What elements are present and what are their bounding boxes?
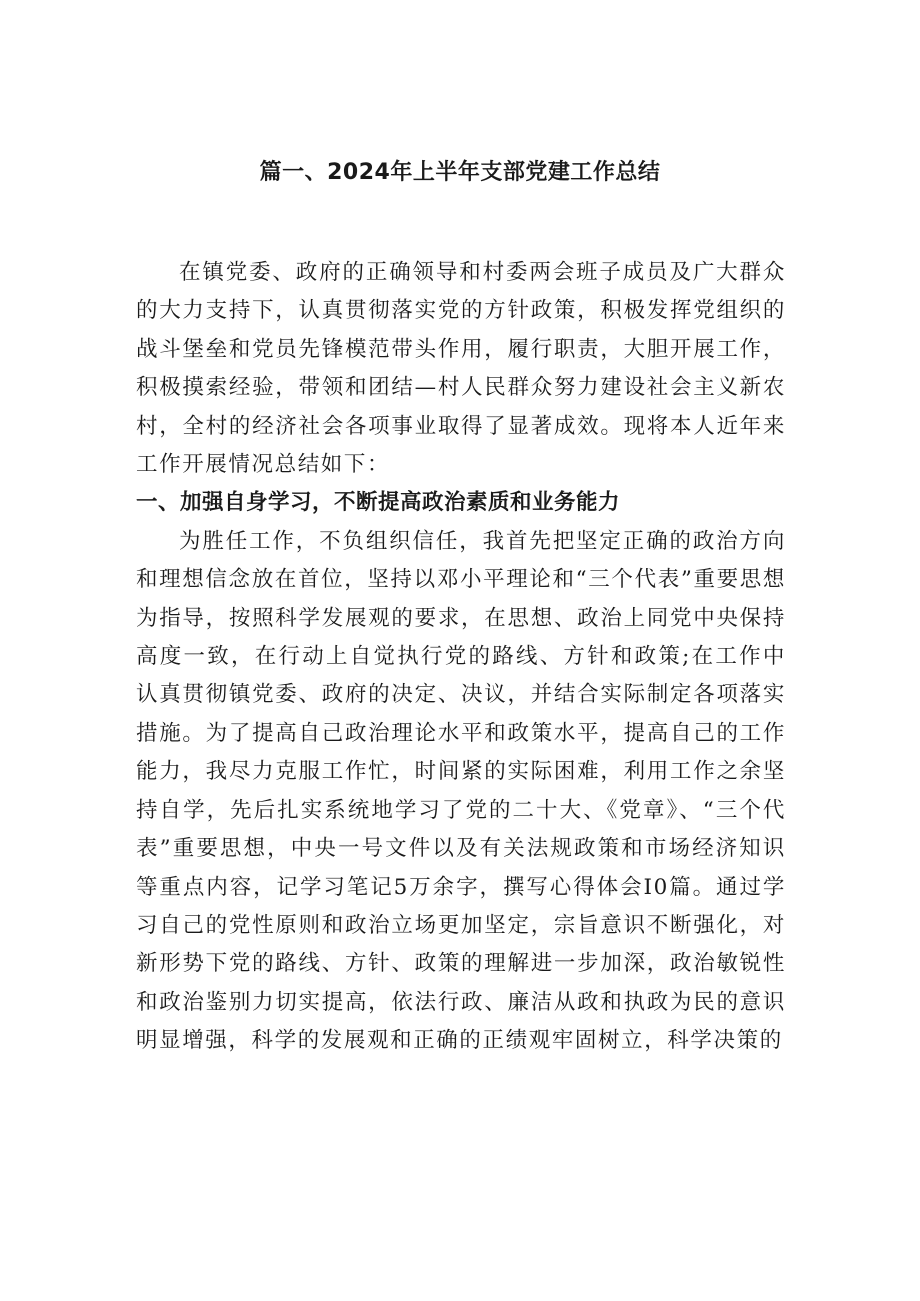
section-heading: 一、加强自身学习，不断提高政治素质和业务能力 xyxy=(136,490,621,516)
section-paragraph: 为胜任工作，不负组织信任，我首先把坚定正确的政治方向和理想信念放在首位，坚持以邓小平理论和“三个代表”重要思想为指导，按照科学发展观的要求，在思想、政治上同党中央保持高度一致，在行动上自觉执行党的路线、方针和政策;在工作中认真贯彻镇党委、政府的决定、决议，并结合实际制定各项落实措施。为了提高自己政治理论水平和政策水平，提高自己的工作能力，我尽力克服工作忙，时间紧的实际困难，利用工作之余坚持自学，先后扎实系统地学习了党的二十大、《党章》、“三个代表”重要思想，中央一号文件以及有关法规政策和市场经济知识等重点内容，记学习笔记5万余字，撰写心得体会I0篇。通过学习自己的党性原则和政治立场更加坚定，宗旨意识不断强化，对新形势下党的路线、方针、政策的理解进一步加深，政治敏锐性和政治鉴别力切实提高，依法行政、廉洁从政和执政为民的意识明显增强，科学的发展观和正确的正绩观牢固树立，科学决策的 xyxy=(136,528,786,1054)
document-body xyxy=(136,254,786,1061)
intro-paragraph: 在镇党委、政府的正确领导和村委两会班子成员及广大群众的大力支持下，认真贯彻落实党的方针政策，积极发挥党组织的战斗堡垒和党员先锋模范带头作用，履行职责，大胆开展工作，积极摸索经验，带领和团结—村人民群众努力建设社会主义新农村，全村的经济社会各项事业取得了显著成效。现将本人近年来工作开展情况总结如下： xyxy=(136,260,786,478)
document-title: 篇一、2024年上半年支部党建工作总结 xyxy=(259,160,661,185)
